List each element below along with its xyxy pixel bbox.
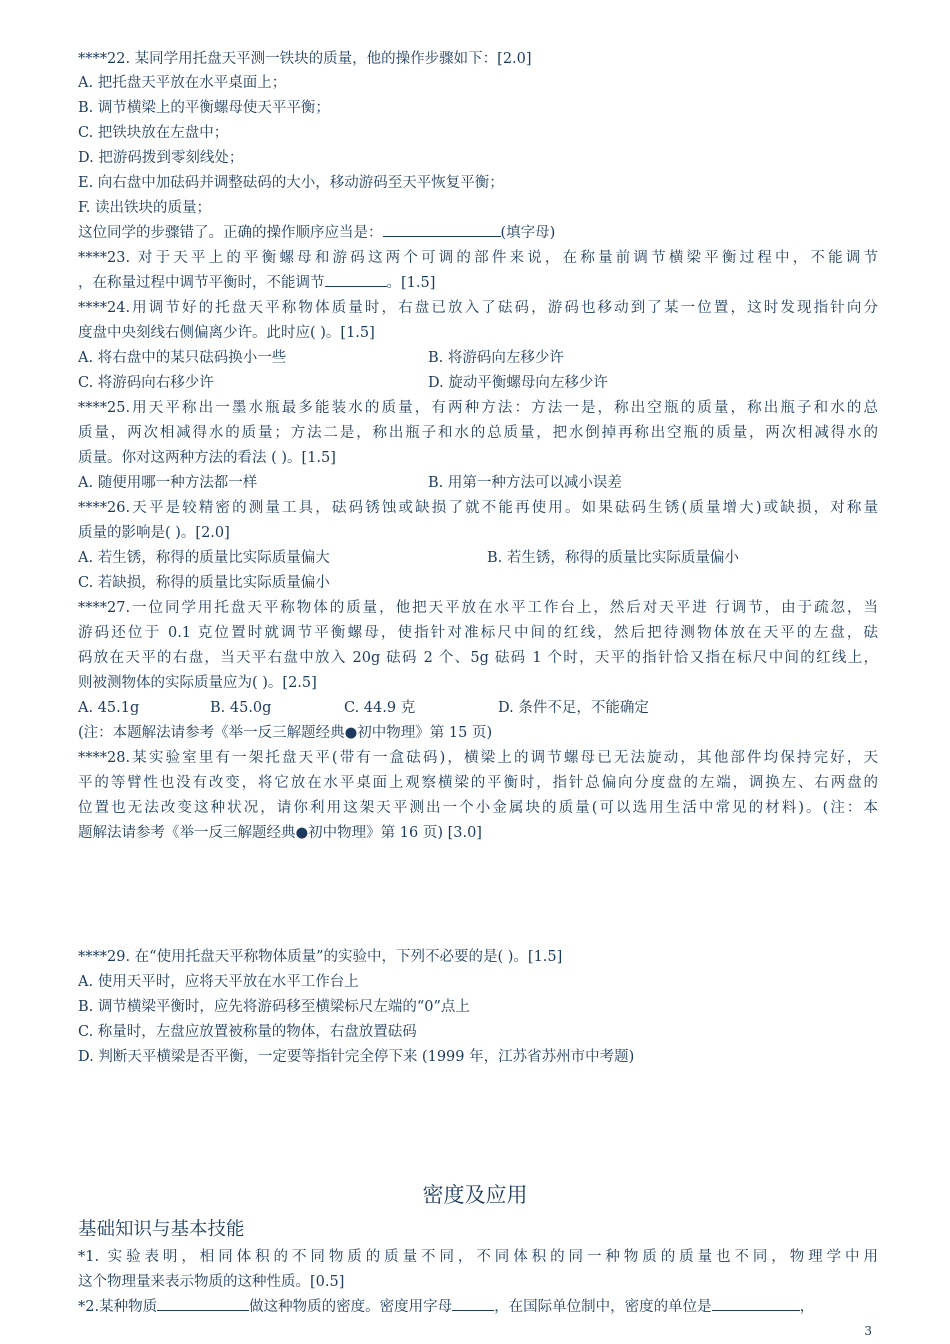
q29-option-c: C. 称量时，左盘应放置被称量的物体，右盘放置砝码 (78, 1024, 417, 1040)
q29-stem: ****29. 在“使用托盘天平称物体质量”的实验中，下列不必要的是( )。[1.5] (78, 949, 563, 965)
q29-option-b: B. 调节横梁平衡时，应先将游码移至横梁标尺左端的“0”点上 (78, 999, 470, 1015)
basic-q2-blank3 (712, 1296, 800, 1311)
q27-option-d: D. 条件不足，不能确定 (498, 700, 649, 716)
q23-line2-suffix: 。[1.5] (386, 275, 436, 291)
q25-option-a: A. 随便用哪一种方法都一样 (78, 475, 258, 491)
basic-q2-line (78, 1295, 878, 1319)
q26-option-b: B. 若生锈，称得的质量比实际质量偏小 (487, 550, 739, 566)
q24-option-b: B. 将游码向左移少许 (428, 350, 564, 366)
q22-option-c: C. 把铁块放在左盘中； (78, 125, 229, 141)
q25-option-b: B. 用第一种方法可以减小误差 (428, 475, 622, 491)
q24-option-d: D. 旋动平衡螺母向左移少许 (428, 375, 608, 391)
basic-q2-part2: 做这种物质的密度。密度用字母 (249, 1299, 453, 1315)
basic-q1-line2: 这个物理量来表示物质的这种性质。[0.5] (78, 1274, 345, 1290)
q25-line2: 质量，两次相减得水的质量；方法二是，称出瓶子和水的总质量，把水倒掉再称出空瓶的质量，两次相减得水的 (78, 425, 878, 441)
q24-line1: ****24.用调节好的托盘天平称物体质量时，右盘已放入了砝码，游码也移动到了某一位置，这时发现指针向分 (78, 300, 878, 316)
q25-line3: 质量。你对这两种方法的看法 ( )。[1.5] (78, 450, 336, 466)
q27-line3: 码放在天平的右盘，当天平右盘中放入 20g 砝码 2 个、5g 砝码 1 个时，天平的指针恰又指在标尺中间的红线上， (78, 650, 878, 666)
q27-option-c: C. 44.9 克 (344, 700, 416, 716)
q27-options-row (78, 696, 878, 720)
q23-line2-prefix: ，在称量过程中调节平衡时，不能调节 (78, 275, 325, 291)
q22-answer-line (78, 221, 878, 245)
q24-options-row2 (78, 371, 878, 395)
basic-q2-part4: ， (799, 1299, 815, 1315)
q28-line3: 位置也无法改变这种状况，请你利用这架天平测出一个小金属块的质量(可以选用生活中常见的材料)。(注：本 (78, 800, 878, 816)
basic-q2-part3: ，在国际单位制中，密度的单位是 (494, 1299, 712, 1315)
q22-option-b: B. 调节横梁上的平衡螺母使天平平衡； (78, 100, 330, 116)
q22-answer-blank (383, 222, 501, 237)
q26-line1: ****26.天平是较精密的测量工具，砝码锈蚀或缺损了就不能再使用。如果砝码生锈(质量增大)或缺损，对称量 (78, 500, 878, 516)
basic-q1-line1: *1. 实验表明，相同体积的不同物质的质量不同，不同体积的同一种物质的质量也不同，物理学中用 (78, 1249, 878, 1265)
basic-q2-blank1 (157, 1296, 249, 1311)
q25-options-row (78, 471, 878, 495)
q27-option-b: B. 45.0g (210, 700, 272, 716)
q29-option-a: A. 使用天平时，应将天平放在水平工作台上 (78, 974, 359, 990)
q27-option-a: A. 45.1g (78, 700, 140, 716)
q25-line1: ****25.用天平称出一墨水瓶最多能装水的质量，有两种方法：方法一是，称出空瓶的质量，称出瓶子和水的总 (78, 400, 878, 416)
q22-option-a: A. 把托盘天平放在水平桌面上； (78, 75, 287, 91)
q22-answer-suffix: (填字母) (500, 225, 556, 241)
q22-option-d: D. 把游码拨到零刻线处； (78, 150, 244, 166)
section-subtitle: 基础知识与基本技能 (78, 1219, 245, 1240)
q29-option-d: D. 判断天平横梁是否平衡，一定要等指针完全停下来 (1999 年，江苏省苏州市中考题) (78, 1049, 635, 1065)
basic-q2-part1: *2.某种物质 (78, 1299, 158, 1315)
q24-option-c: C. 将游码向右移少许 (78, 375, 214, 391)
q24-line2: 度盘中央刻线右侧偏离少许。此时应( )。[1.5] (78, 325, 375, 341)
q24-option-a: A. 将右盘中的某只砝码换小一些 (78, 350, 287, 366)
q26-option-c: C. 若缺损，称得的质量比实际质量偏小 (78, 575, 330, 591)
q24-options-row1 (78, 346, 878, 370)
q28-line2: 平的等臂性也没有改变，将它放在水平桌面上观察横梁的平衡时，指针总偏向分度盘的左端，调换左、右两盘的 (78, 775, 878, 791)
q26-option-a: A. 若生锈，称得的质量比实际质量偏大 (78, 550, 330, 566)
q22-option-e: E. 向右盘中加砝码并调整砝码的大小，移动游码至天平恢复平衡； (78, 175, 504, 191)
q27-note: (注：本题解法请参考《举一反三解题经典●初中物理》第 15 页) (78, 725, 493, 741)
page-number: 3 (864, 1324, 872, 1338)
q26-options-row1 (78, 546, 878, 570)
q22-stem: ****22. 某同学用托盘天平测一铁块的质量，他的操作步骤如下：[2.0] (78, 51, 532, 67)
q27-line2: 游码还位于 0.1 克位置时就调节平衡螺母，使指针对准标尺中间的红线，然后把待测物体放在天平的左盘，砝 (78, 625, 878, 641)
q28-line1: ****28.某实验室里有一架托盘天平(带有一盒砝码)，横梁上的调节螺母已无法旋动，其他部件均保持完好，天 (78, 750, 878, 766)
section-title: 密度及应用 (422, 1183, 528, 1207)
q23-blank (325, 272, 387, 287)
q22-option-f: F. 读出铁块的质量； (78, 200, 212, 216)
q27-line4: 则被测物体的实际质量应为( )。[2.5] (78, 675, 317, 691)
q23-line2 (78, 271, 878, 295)
q26-line2: 质量的影响是( )。[2.0] (78, 525, 230, 541)
q27-line1: ****27.一位同学用托盘天平称物体的质量，他把天平放在水平工作台上，然后对天平进 行调节，由于疏忽，当 (78, 600, 878, 616)
q23-line1: ****23. 对于天平上的平衡螺母和游码这两个可调的部件来说，在称量前调节横梁平衡过程中，不能调节 (78, 250, 878, 266)
basic-q2-blank2 (452, 1296, 494, 1311)
q22-answer-prefix: 这位同学的步骤错了。正确的操作顺序应当是： (78, 225, 383, 241)
q28-line4: 题解法请参考《举一反三解题经典●初中物理》第 16 页) [3.0] (78, 825, 482, 841)
